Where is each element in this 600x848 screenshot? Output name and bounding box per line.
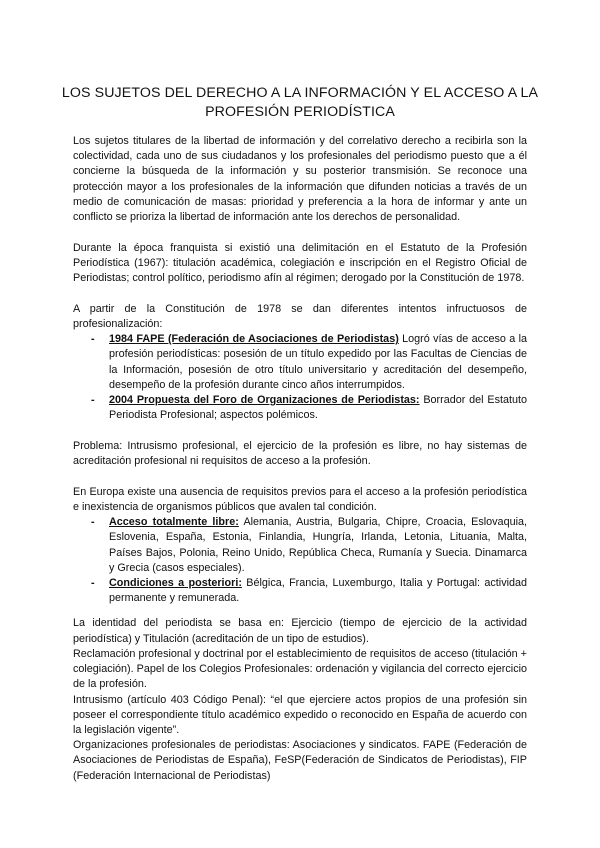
paragraph-professional-organizations: Organizaciones profesionales de periodistas: Asociaciones y sindicatos. FAPE (Federación de Asociaciones de Periodistas de España), FeSP(Federación de Sindicatos de Periodistas), FIP (Federación Internacional de Periodistas) [73, 739, 527, 782]
list-item-text: Borrador del Estatuto Periodista Profesional; aspectos polémicos. [109, 394, 528, 422]
list-item-heading: 1984 FAPE (Federación de Asociaciones de Periodistas) [109, 333, 399, 346]
list-item-heading: Condiciones a posteriori: [109, 577, 242, 590]
list-item [73, 393, 527, 423]
paragraph-intrusion-penal-code: Intrusismo (artículo 403 Código Penal): “el que ejerciere actos propios de una profesión sin poseer el correspondiente título académico expedido o reconocido en España de acuerdo con la legislación vigente”. [73, 693, 527, 736]
list-item-heading: Acceso totalmente libre: [109, 516, 239, 529]
paragraph-rights-holders: Los sujetos titulares de la libertad de información y del correlativo derecho a recibirla son la colectividad, cada uno de sus ciudadanos y los profesionales del periodismo puesto que a él concierne la búsqueda de la información y su posterior transmisión. Se reconoce una protección mayor a los profesionales de la información que difunden noticias a través de un medio de comunicación de masas: prioridad y preferencia a la hora de informar y ante un conflicto se prioriza la libertad de información ante los derechos de personalidad. [73, 135, 527, 224]
paragraph-journalist-identity: La identidad del periodista se basa en: Ejercicio (tiempo de ejercicio de la actividad periodística) y Titulación (acreditación de un tipo de estudios). [73, 617, 527, 645]
list-item-text: Bélgica, Francia, Luxemburgo, Italia y Portugal: actividad permanente y remunerada. [109, 577, 528, 605]
document-title: LOS SUJETOS DEL DERECHO A LA INFORMACIÓN Y EL ACCESO A LA PROFESIÓN PERIODÍSTICA [61, 85, 539, 120]
list-item [73, 576, 527, 606]
paragraph-europe: En Europa existe una ausencia de requisitos previos para el acceso a la profesión periodística e inexistencia de organismos públicos que avalen tal condición. [73, 485, 527, 514]
paragraph-constitution-1978: A partir de la Constitución de 1978 se dan diferentes intentos infructuosos de profesionalización: [73, 302, 527, 331]
document-body [73, 134, 527, 784]
list-item-text: Alemania, Austria, Bulgaria, Chipre, Croacia, Eslovaquia, Eslovenia, España, Estonia, Finlandia, Hungría, Irlanda, Letonia, Lituania, Malta, Países Bajos, Polonia, Reino Unido, República Checa, Rumanía y Suecia. Dinamarca y Grecia (casos especiales). [109, 516, 527, 574]
list-item-heading: 2004 Propuesta del Foro de Organizaciones de Periodistas: [109, 394, 420, 407]
list-item [73, 332, 527, 393]
professionalization-attempts-list [73, 332, 527, 423]
europe-access-list [73, 515, 527, 606]
paragraph-professional-claim: Reclamación profesional y doctrinal por el establecimiento de requisitos de acceso (titulación + colegiación). Papel de los Colegios Profesionales: ordenación y vigilancia del correcto ejercicio de la profesión. [73, 647, 527, 691]
paragraph-problem-intrusion: Problema: Intrusismo profesional, el ejercicio de la profesión es libre, no hay sistemas de acreditación profesional ni requisitos de acceso a la profesión. [73, 439, 527, 468]
list-item [73, 515, 527, 576]
paragraph-franco-era: Durante la época franquista si existió una delimitación en el Estatuto de la Profesión Periodística (1967): titulación académica, colegiación e inscripción en el Registro Oficial de Periodistas; control político, periodismo afín al régimen; derogado por la Constitución de 1978. [73, 241, 527, 285]
list-item-text: Logró vías de acceso a la profesión periodísticas: posesión de un título expedido por las Facultas de Ciencias de la Información, posesión de otro título universitario y acreditación del desempeño, desempeño de la profesión durante cinco años interrumpidos. [109, 333, 528, 391]
